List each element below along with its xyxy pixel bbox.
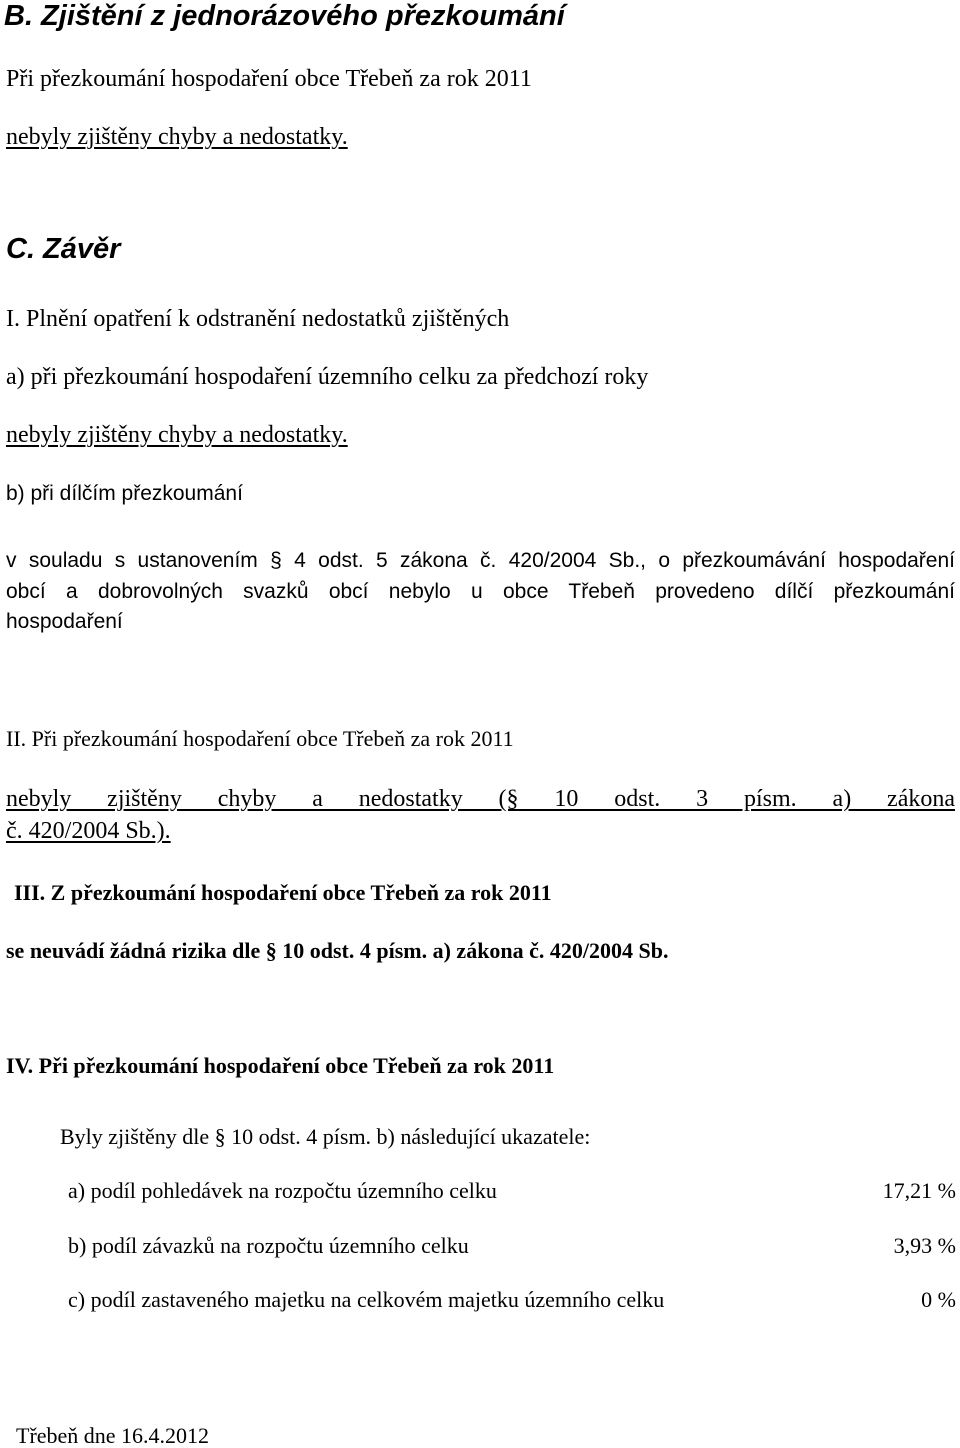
item1-b-line1: v souladu s ustanovením § 4 odst. 5 zákona č. 420/2004 Sb., o přezkoumávání hospodaření <box>6 549 955 572</box>
item4-intro: Byly zjištěny dle § 10 odst. 4 písm. b) následující ukazatele: <box>60 1124 591 1149</box>
item1-b-line2: obcí a dobrovolných svazků obcí nebylo u obce Třebeň provedeno dílčí přezkoumání <box>6 580 955 603</box>
item3-line1: se neuvádí žádná rizika dle § 10 odst. 4 písm. a) zákona č. 420/2004 Sb. <box>6 938 669 963</box>
indicator-value: 3,93 % <box>893 1233 956 1258</box>
indicator-row <box>68 1287 956 1312</box>
indicator-label: a) podíl pohledávek na rozpočtu územního celku <box>68 1178 497 1203</box>
indicator-label: c) podíl zastaveného majetku na celkovém majetku územního celku <box>68 1287 665 1312</box>
item2-line1: nebyly zjištěny chyby a nedostatky (§ 10 odst. 3 písm. a) zákona <box>6 786 955 812</box>
item1-title: I. Plnění opatření k odstranění nedostatků zjištěných <box>6 306 510 332</box>
place-date: Třebeň dne 16.4.2012 <box>16 1423 210 1448</box>
item4-title: IV. Při přezkoumání hospodaření obce Třebeň za rok 2011 <box>6 1053 555 1078</box>
indicator-label: b) podíl závazků na rozpočtu územního celku <box>68 1233 469 1258</box>
item1-a-text: a) při přezkoumání hospodaření územního celku za předchozí roky <box>6 364 649 390</box>
item1-b-title: b) při dílčím přezkoumání <box>6 482 243 505</box>
indicator-value: 17,21 % <box>882 1178 956 1203</box>
section-c-heading: C. Závěr <box>6 233 121 265</box>
item1-a-result: nebyly zjištěny chyby a nedostatky. <box>6 422 348 448</box>
section-b-line2: nebyly zjištěny chyby a nedostatky. <box>6 124 348 150</box>
section-b-heading: B. Zjištění z jednorázového přezkoumání <box>4 0 565 32</box>
item2-line2: č. 420/2004 Sb.). <box>6 818 171 844</box>
indicator-row <box>68 1233 956 1258</box>
item3-title: III. Z přezkoumání hospodaření obce Třebeň za rok 2011 <box>14 880 552 905</box>
item1-b-line3: hospodaření <box>6 610 123 633</box>
item2-title: II. Při přezkoumání hospodaření obce Třebeň za rok 2011 <box>6 726 514 751</box>
indicator-value: 0 % <box>921 1287 956 1312</box>
section-b-line1: Při přezkoumání hospodaření obce Třebeň za rok 2011 <box>6 66 532 92</box>
indicator-row <box>68 1178 956 1203</box>
